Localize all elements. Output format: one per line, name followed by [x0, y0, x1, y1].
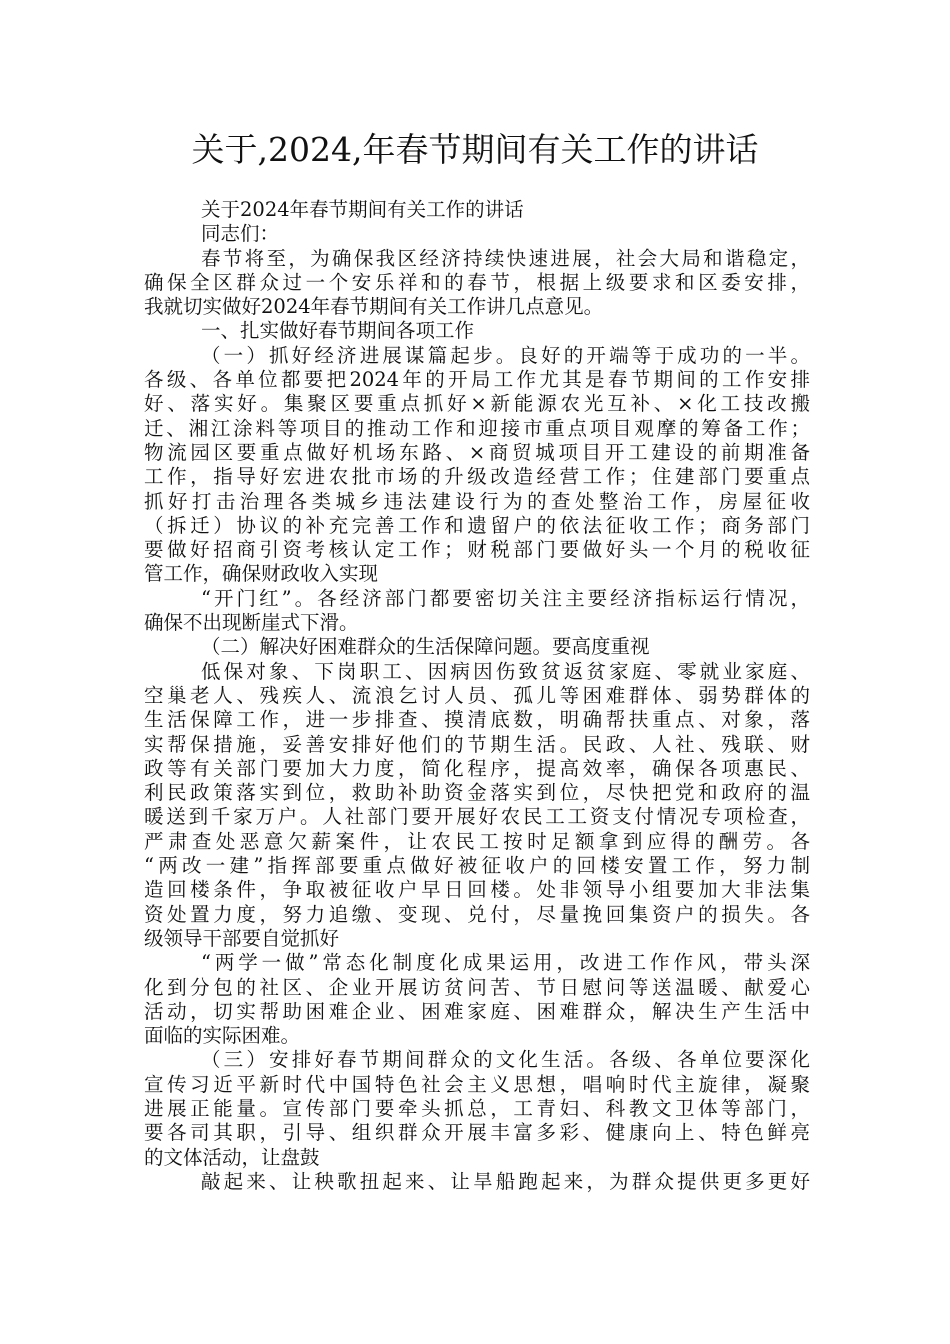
text-line: 的文体活动，让盘鼓 [144, 1145, 320, 1169]
text-line: 确保全区群众过一个安乐祥和的春节，根据上级要求和区委安排， [144, 270, 810, 294]
text-line: “开门红”。各经济部门都要密切关注主要经济指标运行情况， [201, 586, 810, 610]
text-line: 进展正能量。宣传部门要牵头抓总，工青妇、科教文卫体等部门， [144, 1096, 810, 1120]
text-line: 面临的实际困难。 [144, 1024, 301, 1048]
document-title: 关于,2024,年春节期间有关工作的讲话 [191, 130, 759, 169]
text-line: 物流园区要重点做好机场东路、×商贸城项目开工建设的前期准备 [144, 440, 810, 464]
text-line: 政等有关部门要加大力度，简化程序，提高效率，确保各项惠民、 [144, 756, 810, 780]
text-line: 利民政策落实到位，救助补助资金落实到位，尽快把党和政府的温 [144, 781, 810, 805]
text-line: 级领导干部要自觉抓好 [144, 926, 340, 950]
text-line: 春节将至，为确保我区经济持续快速进展，社会大局和谐稳定， [201, 246, 810, 270]
text-line: 管工作，确保财政收入实现 [144, 562, 379, 586]
text-line: “两学一做”常态化制度化成果运用，改进工作作风，带头深 [201, 951, 810, 975]
text-line: 抓好打击治理各类城乡违法建设行为的查处整治工作，房屋征收 [144, 489, 810, 513]
text-line: 生活保障工作，进一步排查、摸清底数，明确帮扶重点、对象，落 [144, 708, 810, 732]
text-line: 暖送到千家万户。人社部门要开展好农民工工资支付情况专项检查， [144, 805, 810, 829]
text-line: （三）安排好春节期间群众的文化生活。各级、各单位要深化 [201, 1048, 810, 1072]
text-line: 工作，指导好宏进农批市场的升级改造经营工作；住建部门要重点 [144, 465, 810, 489]
text-line: 空巢老人、残疾人、流浪乞讨人员、孤儿等困难群体、弱势群体的 [144, 683, 810, 707]
text-line: （拆迁）协议的补充完善工作和遗留户的依法征收工作；商务部门 [144, 513, 810, 537]
text-line: 确保不出现断崖式下滑。 [144, 611, 359, 635]
text-line: 要各司其职，引导、组织群众开展丰富多彩、健康向上、特色鲜亮 [144, 1121, 810, 1145]
text-line: 要做好招商引资考核认定工作；财税部门要做好头一个月的税收征 [144, 538, 810, 562]
text-line: 资处置力度，努力追缴、变现、兑付，尽量挽回集资户的损失。各 [144, 902, 810, 926]
text-line: 造回楼条件，争取被征收户早日回楼。处非领导小组要加大非法集 [144, 878, 810, 902]
text-line: “两改一建”指挥部要重点做好被征收户的回楼安置工作，努力制 [144, 854, 810, 878]
text-line: 好、落实好。集聚区要重点抓好×新能源农光互补、×化工技改搬 [144, 392, 810, 416]
text-line: 宣传习近平新时代中国特色社会主义思想，唱响时代主旋律，凝聚 [144, 1072, 810, 1096]
text-line: （一）抓好经济进展谋篇起步。良好的开端等于成功的一半。 [201, 343, 810, 367]
text-line: 一、扎实做好春节期间各项工作 [201, 319, 475, 343]
document-body [144, 198, 810, 1194]
text-line: （二）解决好困难群众的生活保障问题。要高度重视 [201, 635, 650, 659]
text-line: 同志们： [201, 222, 280, 246]
text-line: 严肃查处恶意欠薪案件，让农民工按时足额拿到应得的酬劳。各 [144, 829, 810, 853]
text-line: 化到分包的社区、企业开展访贫问苦、节日慰问等送温暖、献爱心 [144, 975, 810, 999]
text-line: 低保对象、下岗职工、因病因伤致贫返贫家庭、零就业家庭、 [201, 659, 810, 683]
text-line: 迁、湘江涂料等项目的推动工作和迎接市重点项目观摩的筹备工作； [144, 416, 810, 440]
text-line: 我就切实做好2024年春节期间有关工作讲几点意见。 [144, 295, 604, 319]
text-line: 实帮保措施，妥善安排好他们的节期生活。民政、人社、残联、财 [144, 732, 810, 756]
text-line: 各级、各单位都要把2024年的开局工作尤其是春节期间的工作安排 [144, 368, 810, 392]
text-line: 活动，切实帮助困难企业、困难家庭、困难群众，解决生产生活中 [144, 999, 810, 1023]
text-line: 关于2024年春节期间有关工作的讲话 [201, 198, 524, 221]
text-line: 敲起来、让秧歌扭起来、让旱船跑起来，为群众提供更多更好 [201, 1169, 810, 1193]
